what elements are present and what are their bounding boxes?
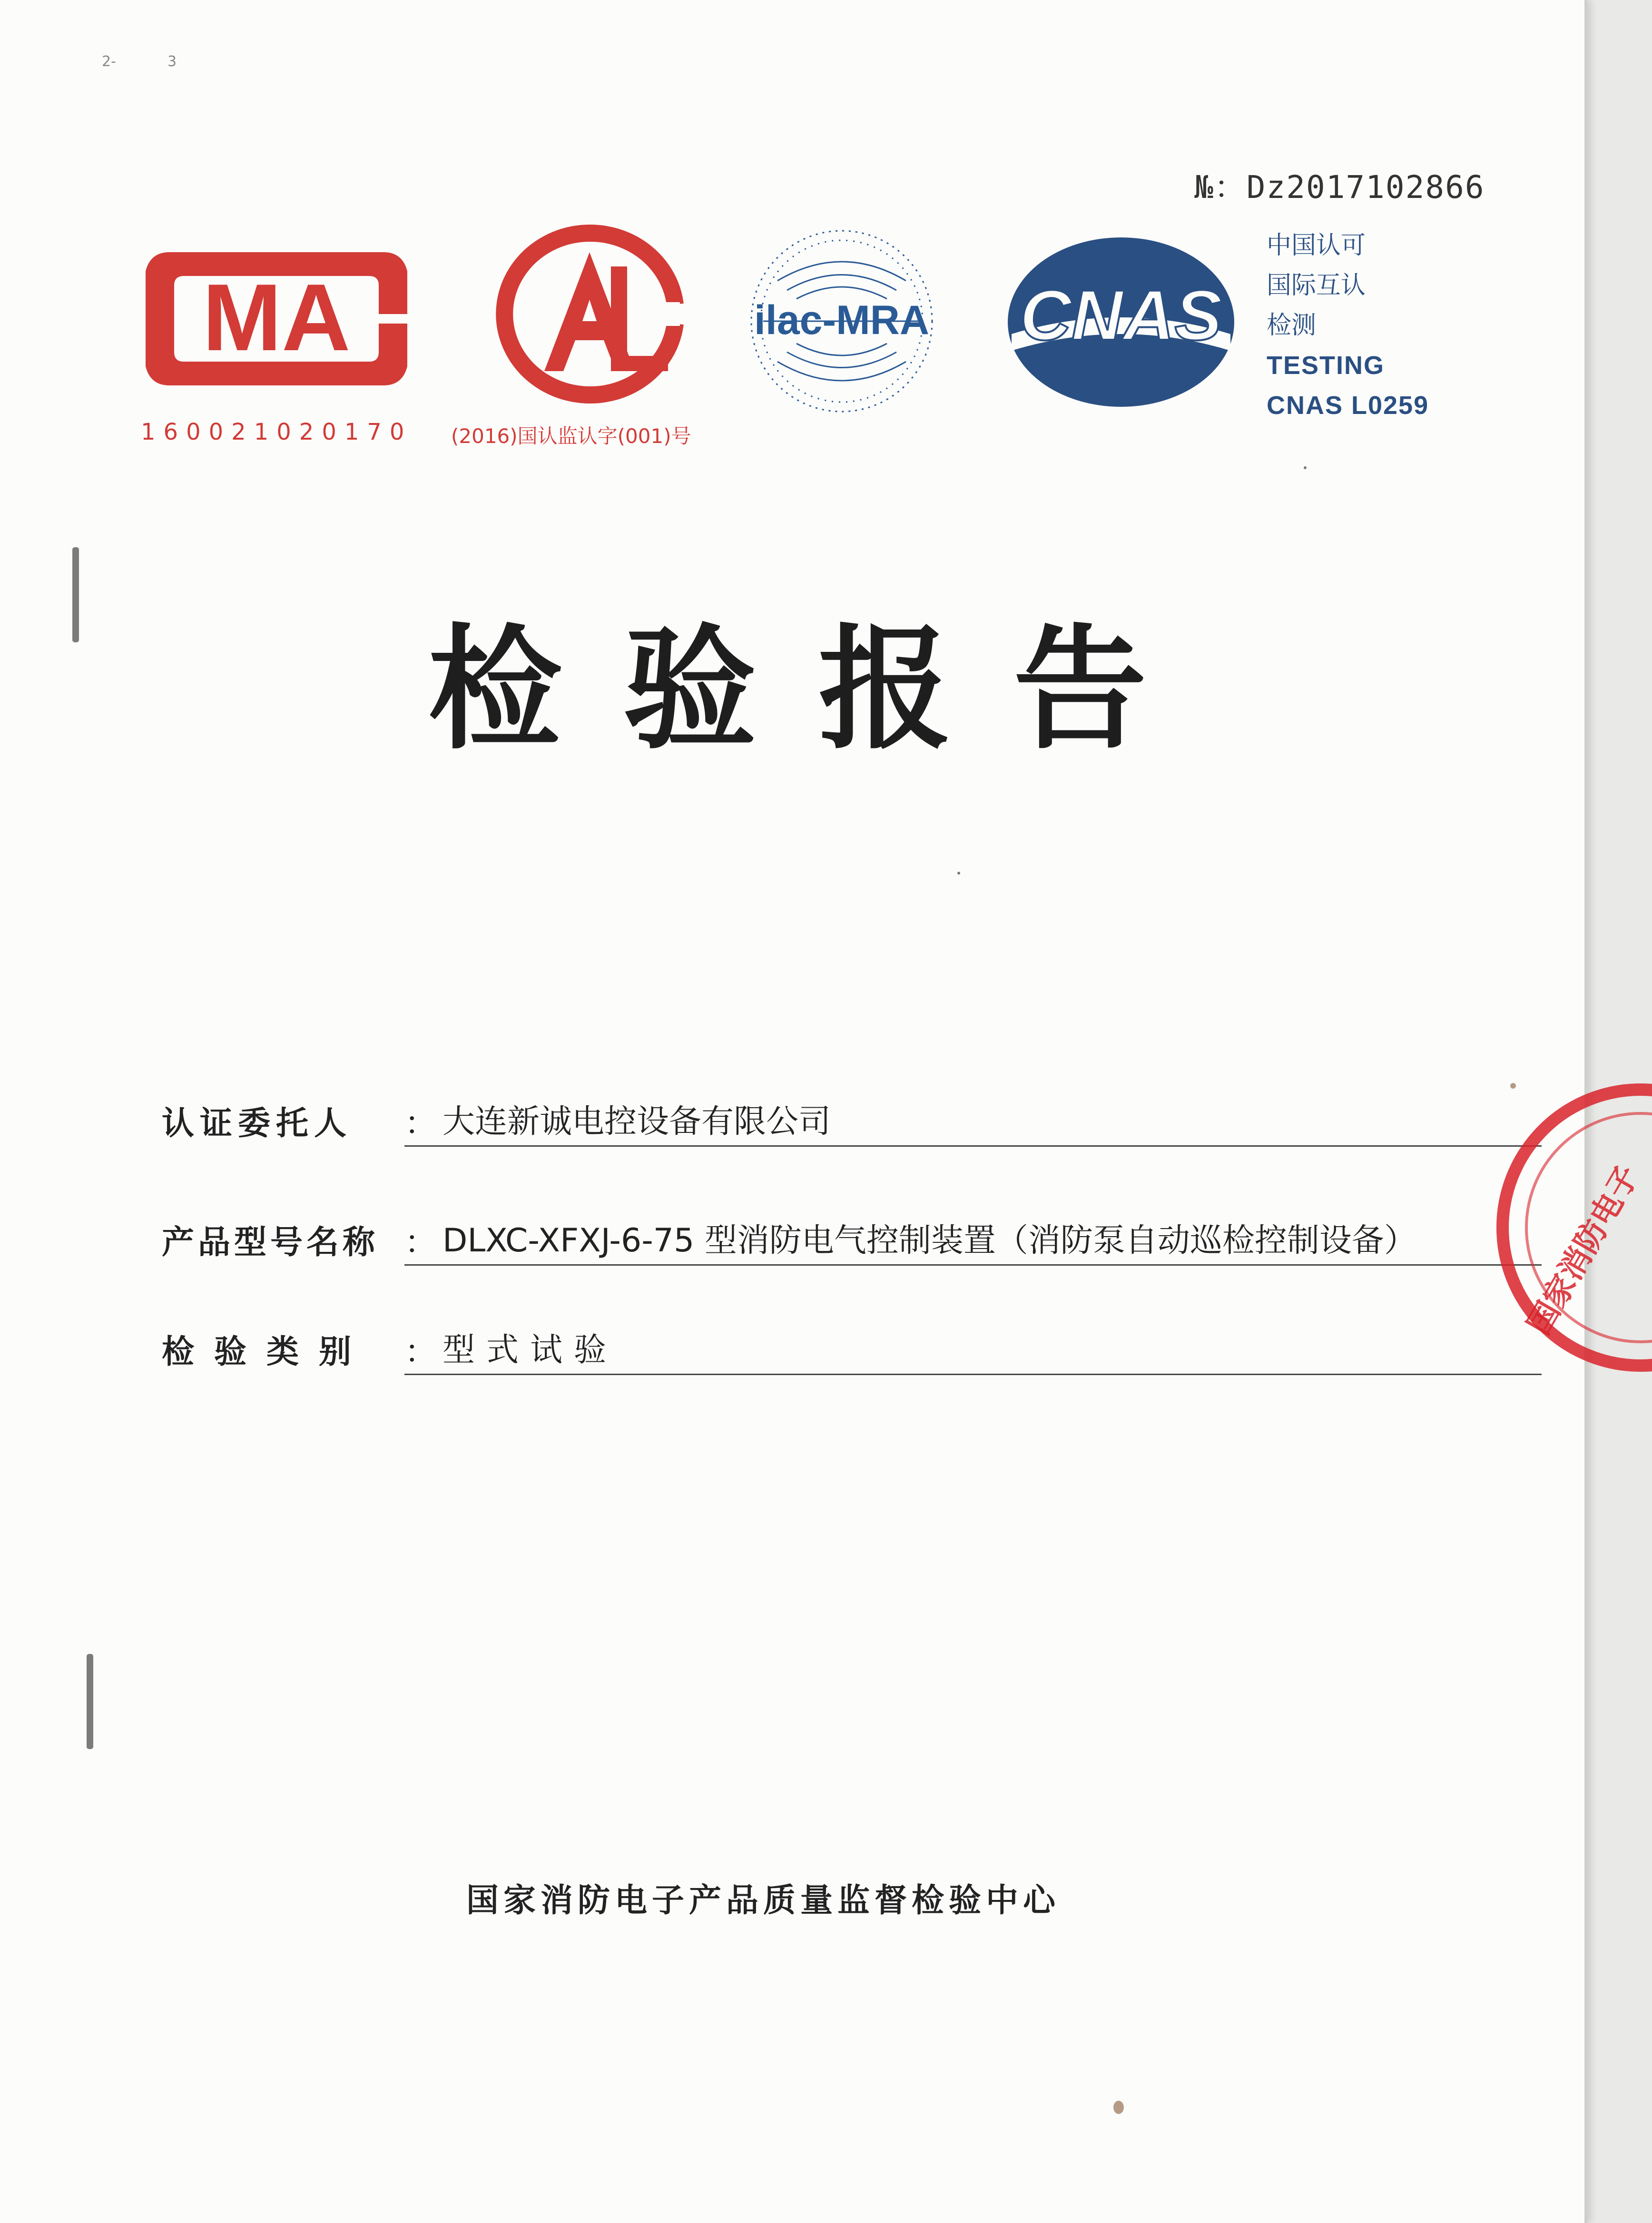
scan-mark: 3 [167, 53, 177, 70]
ilac-mra-logo [744, 224, 939, 419]
cma-logo-label: MA [202, 265, 351, 371]
field-inspection-type [162, 1323, 1542, 1375]
field-label: 检验类别 [162, 1333, 372, 1371]
field-label: 产品型号名称 [162, 1224, 379, 1261]
cnas-line: 检测 [1267, 311, 1317, 340]
cma-number: 160021020170 [141, 419, 413, 445]
cnas-line: CNAS L0259 [1267, 391, 1429, 420]
paper-speck [1304, 466, 1307, 469]
cnas-line: 中国认可 [1267, 231, 1366, 260]
field-value: DLXC-XFXJ-6-75 型消防电气控制装置（消防泵自动巡检控制设备） [442, 1222, 1416, 1259]
cal-number: (2016)国认监认字(001)号 [451, 424, 691, 448]
cal-logo [487, 233, 692, 409]
field-product-model [162, 1213, 1542, 1266]
underline [404, 1264, 1542, 1266]
scan-mark: 2- [102, 53, 116, 70]
cnas-logo-label: CNAS [1020, 275, 1222, 355]
report-number [1194, 162, 1485, 207]
cnas-accreditation-text [1267, 226, 1429, 425]
underline [404, 1374, 1542, 1375]
paper-speck [1113, 2101, 1124, 2114]
seal-text: 国家消防电子 [1520, 1159, 1646, 1341]
report-number-prefix: №： [1194, 169, 1247, 206]
field-value: 大连新诚电控设备有限公司 [442, 1103, 831, 1141]
field-value: 型式试验 [442, 1331, 618, 1369]
field-colon: ： [404, 1224, 437, 1261]
field-colon: ： [404, 1333, 437, 1371]
staple [72, 547, 79, 642]
ilac-mra-label: ilac-MRA [754, 297, 929, 343]
staple [87, 1654, 93, 1749]
cnas-line: TESTING [1267, 351, 1385, 380]
paper-speck [957, 872, 960, 875]
cnas-line: 国际互认 [1267, 271, 1366, 300]
official-seal [1498, 1052, 1646, 1406]
paper-speck [1510, 1083, 1516, 1089]
cnas-logo [1002, 234, 1240, 410]
report-number-value: Dz2017102866 [1246, 169, 1485, 206]
issuing-organization: 国家消防电子产品质量监督检验中心 [466, 1882, 1061, 1919]
underline [404, 1145, 1542, 1147]
field-label: 认证委托人 [162, 1105, 353, 1142]
report-title: 检验报告 [428, 612, 1209, 767]
cma-logo [136, 238, 417, 400]
field-colon: ： [404, 1105, 437, 1142]
field-client [162, 1094, 1542, 1147]
